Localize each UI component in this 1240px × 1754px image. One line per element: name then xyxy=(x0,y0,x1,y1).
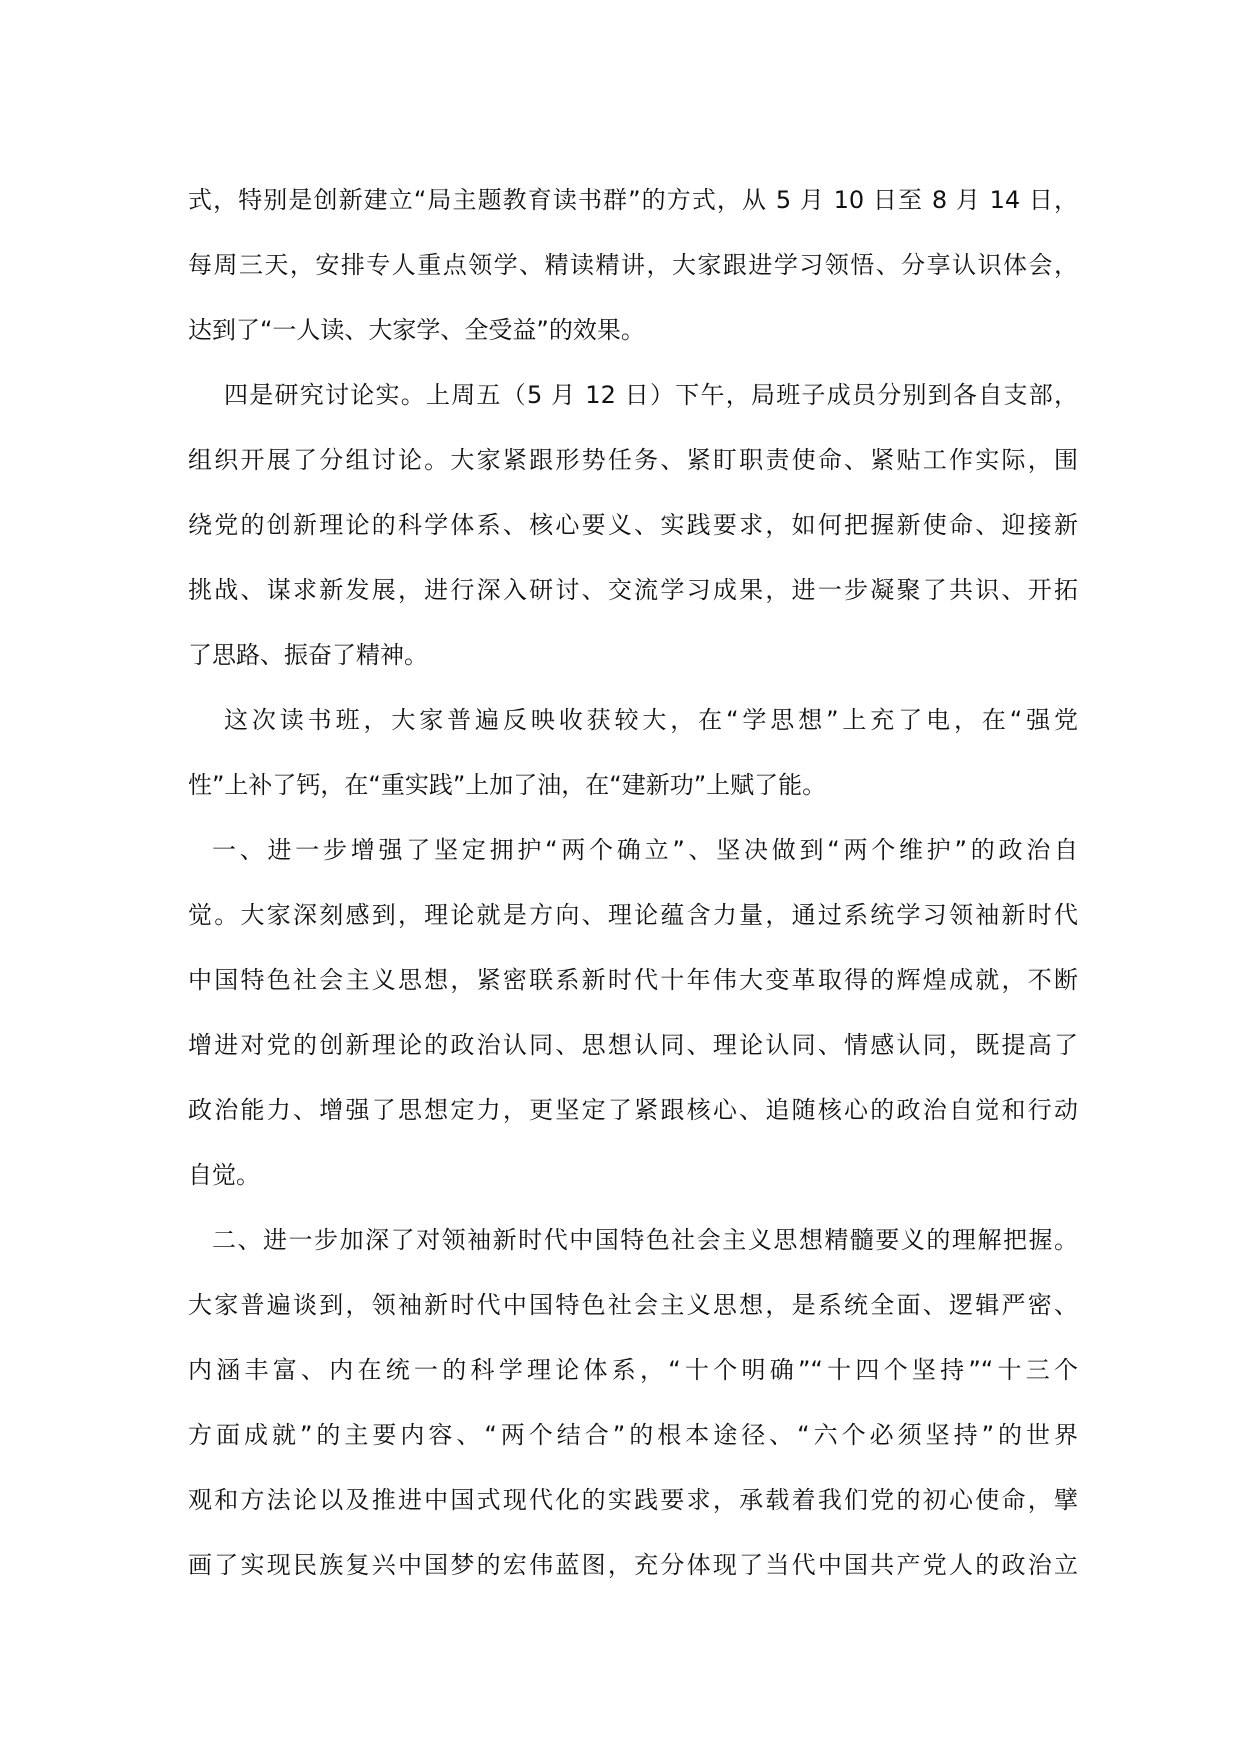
text-line: 绕党的创新理论的科学体系、核心要义、实践要求，如何把握新使命、迎接新 xyxy=(188,511,1078,539)
text-line: 每周三天，安排专人重点领学、精读精讲，大家跟进学习领悟、分享认识体会， xyxy=(188,251,1078,279)
body-text xyxy=(188,168,1078,1598)
text-line: 组织开展了分组讨论。大家紧跟形势任务、紧盯职责使命、紧贴工作实际，围 xyxy=(188,446,1078,474)
paragraph-end-line: 性”上补了钙，在“重实践”上加了油，在“建新功”上赋了能。 xyxy=(188,771,827,799)
paragraph-start-line: 二、进一步加深了对领袖新时代中国特色社会主义思想精髓要义的理解把握。 xyxy=(212,1226,1078,1254)
paragraph-start-line: 这次读书班，大家普遍反映收获较大，在“学思想”上充了电，在“强党 xyxy=(224,706,1078,734)
text-line: 观和方法论以及推进中国式现代化的实践要求，承载着我们党的初心使命，擘 xyxy=(188,1486,1078,1514)
text-line: 挑战、谋求新发展，进行深入研讨、交流学习成果，进一步凝聚了共识、开拓 xyxy=(188,576,1078,604)
paragraph-start-line: 四是研究讨论实。上周五（5 月 12 日）下午，局班子成员分别到各自支部， xyxy=(224,381,1078,409)
text-line: 方面成就”的主要内容、“两个结合”的根本途径、“六个必须坚持”的世界 xyxy=(188,1421,1078,1449)
paragraph-start-line: 一、进一步增强了坚定拥护“两个确立”、坚决做到“两个维护”的政治自 xyxy=(212,836,1078,864)
text-line: 中国特色社会主义思想，紧密联系新时代十年伟大变革取得的辉煌成就，不断 xyxy=(188,966,1078,994)
text-line: 式，特别是创新建立“局主题教育读书群”的方式，从 5 月 10 日至 8 月 14 日， xyxy=(188,186,1078,214)
paragraph-end-line: 达到了“一人读、大家学、全受益”的效果。 xyxy=(188,316,645,344)
text-line: 画了实现民族复兴中国梦的宏伟蓝图，充分体现了当代中国共产党人的政治立 xyxy=(188,1551,1078,1579)
text-line: 觉。大家深刻感到，理论就是方向、理论蕴含力量，通过系统学习领袖新时代 xyxy=(188,901,1078,929)
paragraph-end-line: 了思路、振奋了精神。 xyxy=(188,641,428,669)
text-line: 增进对党的创新理论的政治认同、思想认同、理论认同、情感认同，既提高了 xyxy=(188,1031,1078,1059)
paragraph-end-line: 自觉。 xyxy=(188,1161,260,1189)
text-line: 政治能力、增强了思想定力，更坚定了紧跟核心、追随核心的政治自觉和行动 xyxy=(188,1096,1078,1124)
text-line: 内涵丰富、内在统一的科学理论体系，“十个明确”“十四个坚持”“十三个 xyxy=(188,1356,1078,1384)
text-line: 大家普遍谈到，领袖新时代中国特色社会主义思想，是系统全面、逻辑严密、 xyxy=(188,1291,1078,1319)
